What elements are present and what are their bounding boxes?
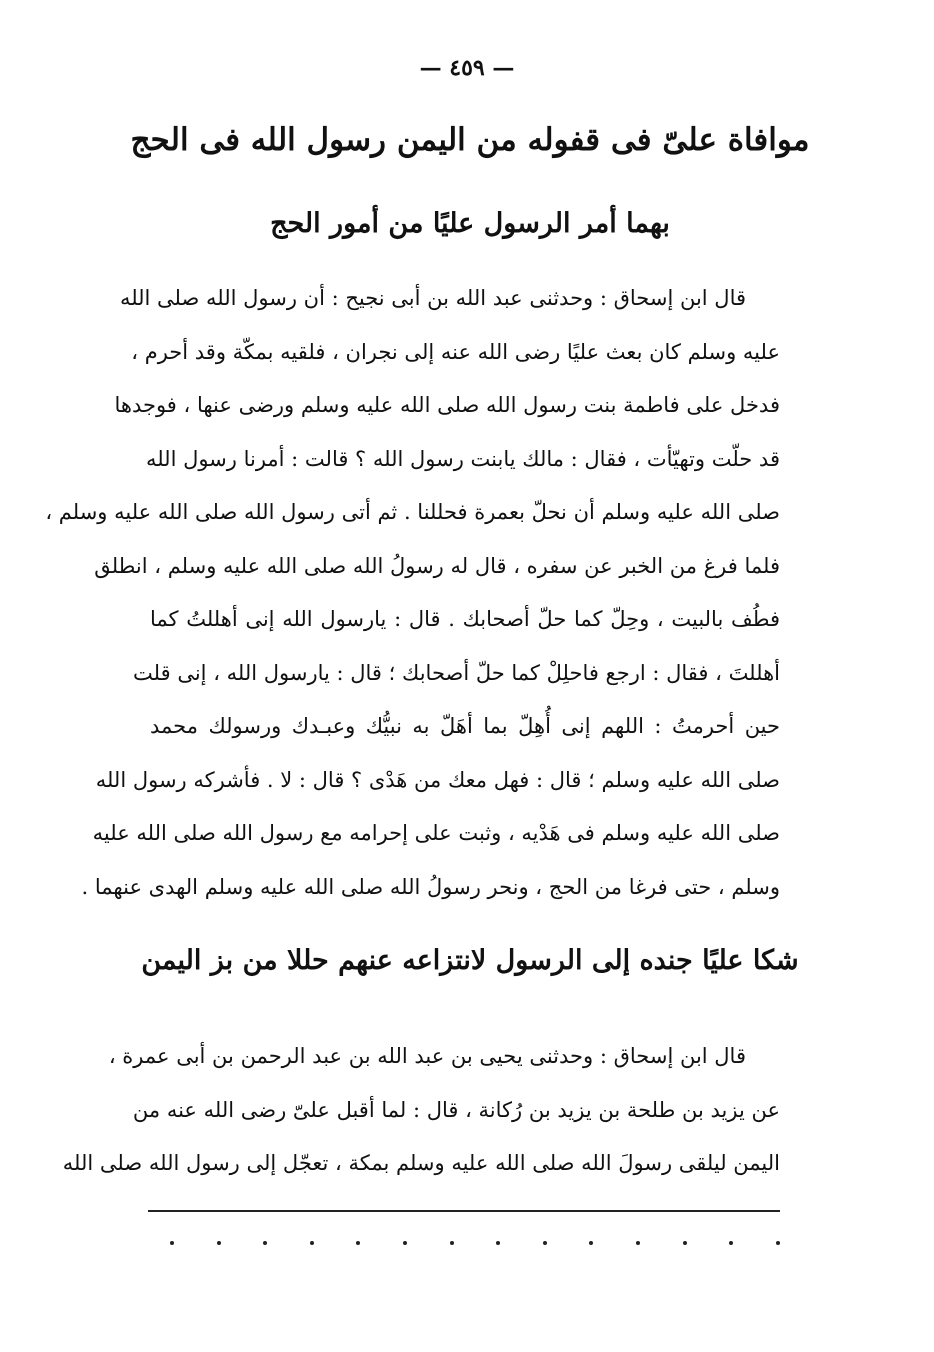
footer-dot [496, 1241, 500, 1245]
footer-dot [356, 1241, 360, 1245]
footer-dot [729, 1241, 733, 1245]
section-heading: شكا عليًا جنده إلى الرسول لانتزاعه عنهم حللا من بز اليمن [141, 945, 799, 976]
chapter-subheading: بهما أمر الرسول عليًا من أمور الحج [270, 208, 670, 239]
text-line: صلى الله عليه وسلم أن نحلّ بعمرة فحللنا . ثم أتى رسول الله صلى الله عليه وسلم ، [45, 500, 780, 524]
footer-dot [683, 1241, 687, 1245]
footer-dot [543, 1241, 547, 1245]
text-line: فطُف بالبيت ، وحِلّ كما حلّ أصحابك . قال : يارسول الله إنى أهللتُ كما [150, 607, 780, 631]
footer-dot [776, 1241, 780, 1245]
text-line: حين أحرمتُ : اللهم إنى أُهِلّ بما أهَلّ به نبيُّك وعبـدك ورسولك محمد [150, 714, 780, 738]
text-line: وسلم ، حتى فرغا من الحج ، ونحر رسولُ الله صلى الله عليه وسلم الهدى عنهما . [81, 874, 780, 899]
text-line: قال ابن إسحاق : وحدثنى عبد الله بن أبى نجيح : أن رسول الله صلى الله [119, 286, 746, 310]
text-line: صلى الله عليه وسلم فى هَدْيه ، وثبت على إحرامه مع رسول الله صلى الله عليه [92, 821, 780, 845]
text-line: قد حلّت وتهيّأت ، فقال : مالك يابنت رسول الله ؟ قالت : أمرنا رسول الله [145, 446, 780, 471]
body-paragraph-2 [62, 1030, 780, 1191]
footer-dot [170, 1241, 174, 1245]
text-line: عن يزيد بن طلحة بن يزيد بن رُكانة ، قال : لما أقبل علىّ رضى الله عنه من [132, 1097, 780, 1122]
text-line: قال ابن إسحاق : وحدثنى يحيى بن عبد الله بن عبد الرحمن بن أبى عمرة ، [108, 1044, 746, 1068]
footer-dot [217, 1241, 221, 1245]
footer-dot [450, 1241, 454, 1245]
footer-dot [403, 1241, 407, 1245]
text-line: صلى الله عليه وسلم ؛ قال : فهل معك من هَدْى ؟ قال : لا . فأشركه رسول الله [95, 767, 780, 792]
footer-dot-row [170, 1233, 780, 1253]
page-number: — ٤٥٩ — [419, 55, 515, 81]
text-line: عليه وسلم كان بعث عليًا رضى الله عنه إلى نجران ، فلقيه بمكّة وقد أحرم ، [131, 339, 780, 364]
text-line: اليمن ليلقى رسولَ الله صلى الله عليه وسلم بمكة ، تعجّل إلى رسول الله صلى الله [62, 1151, 780, 1175]
body-paragraph-1 [45, 272, 780, 914]
footer-dot [636, 1241, 640, 1245]
text-line: أهللتَ ، فقال : ارجع فاحلِلْ كما حلّ أصحابك ؛ قال : يارسول الله ، إنى قلت [133, 660, 780, 685]
chapter-heading: موافاة علىّ فى قفوله من اليمن رسول الله فى الحج [130, 122, 810, 158]
footer-dot [310, 1241, 314, 1245]
text-line: فلما فرغ من الخبر عن سفره ، قال له رسولُ الله صلى الله عليه وسلم ، انطلق [94, 553, 780, 578]
text-line: فدخل على فاطمة بنت رسول الله صلى الله عليه وسلم ورضى عنها ، فوجدها [114, 393, 780, 417]
footer-dot [263, 1241, 267, 1245]
footer-dot [589, 1241, 593, 1245]
footer-rule [148, 1210, 780, 1212]
